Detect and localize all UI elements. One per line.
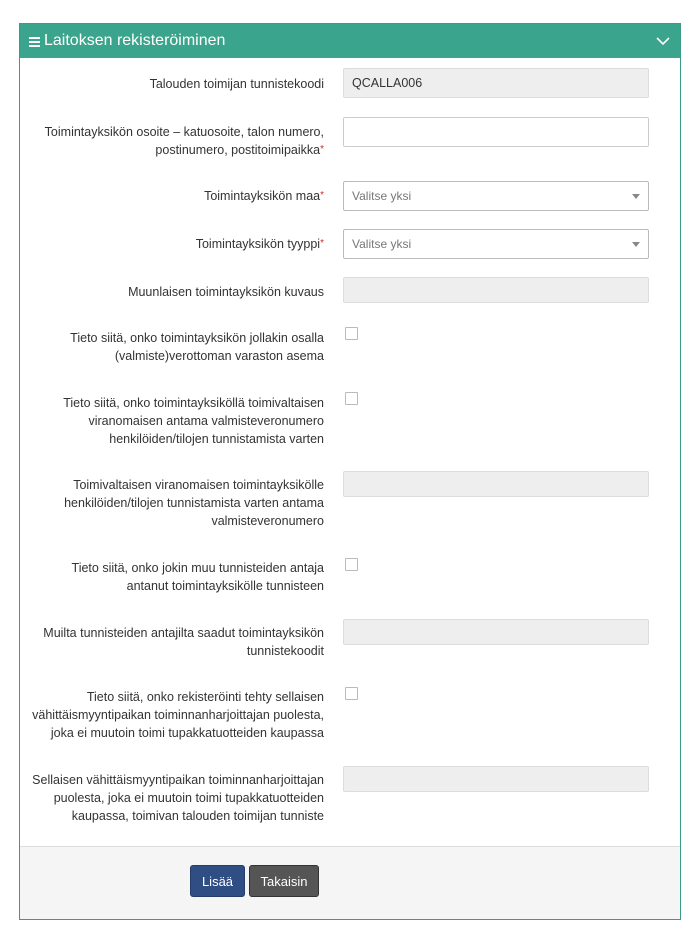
unit-type-placeholder: Valitse yksi	[352, 237, 412, 251]
economic-operator-id-label	[150, 75, 324, 93]
retail-operator-id-label-line2: puolesta, joka ei muutoin toimi tupakkatuotteiden	[53, 791, 324, 805]
has-excise-number-label	[63, 394, 324, 448]
other-issuer-label-line2: antanut toimintayksikölle tunnisteen	[126, 579, 324, 593]
tax-warehouse-checkbox[interactable]	[345, 327, 358, 340]
add-button[interactable]: Lisää	[190, 865, 245, 897]
other-issuer-checkbox[interactable]	[345, 558, 358, 571]
has-excise-number-label-line3: henkilöiden/tilojen tunnistamista varten	[109, 432, 324, 446]
other-unit-description-field	[343, 277, 649, 303]
tax-warehouse-label-line2: (valmiste)verottoman varaston asema	[114, 349, 324, 363]
unit-type-select[interactable]	[343, 229, 649, 259]
other-issuer-label-line1: Tieto siitä, onko jokin muu tunnisteiden antaja	[71, 561, 324, 575]
unit-country-label-text: Toimintayksikön maa	[204, 189, 321, 203]
excise-number-label-line2: henkilöiden/tilojen tunnistamista varten antama	[64, 496, 324, 510]
menu-icon	[29, 37, 40, 46]
chevron-down-icon[interactable]	[655, 33, 671, 49]
back-button[interactable]: Takaisin	[249, 865, 319, 897]
economic-operator-id-field	[343, 68, 649, 98]
excise-number-label-line1: Toimivaltaisen viranomaisen toimintayksikölle	[73, 478, 324, 492]
has-excise-number-label-line2: viranomaisen antama valmisteveronumero	[88, 414, 324, 428]
retail-operator-id-label	[32, 771, 324, 825]
required-marker: *	[320, 190, 324, 201]
panel-header[interactable]	[20, 24, 680, 58]
panel-footer	[20, 846, 680, 919]
dropdown-caret-icon	[632, 194, 640, 199]
panel-title: Laitoksen rekisteröiminen	[44, 32, 226, 49]
retail-operator-id-label-line3: kaupassa, toimivan talouden toimijan tunniste	[71, 809, 324, 823]
unit-country-select[interactable]	[343, 181, 649, 211]
retail-on-behalf-label	[32, 688, 324, 742]
other-issuer-codes-label-line1: Muilta tunnisteiden antajilta saadut toimintayksikön	[43, 626, 324, 640]
has-excise-number-checkbox[interactable]	[345, 392, 358, 405]
unit-address-label-line1: Toimintayksikön osoite – katuosoite, talon numero,	[44, 125, 324, 139]
other-issuer-codes-field	[343, 619, 649, 645]
economic-operator-id-value: QCALLA006	[352, 76, 423, 90]
retail-operator-id-label-line1: Sellaisen vähittäismyyntipaikan toiminnanharjoittajan	[32, 773, 324, 787]
tax-warehouse-label-line1: Tieto siitä, onko toimintayksikön jollakin osalla	[70, 331, 324, 345]
other-unit-description-label-text: Muunlaisen toimintayksikön kuvaus	[128, 285, 324, 299]
excise-number-label	[64, 476, 324, 530]
required-marker: *	[320, 238, 324, 249]
dropdown-caret-icon	[632, 242, 640, 247]
retail-on-behalf-checkbox[interactable]	[345, 687, 358, 700]
retail-operator-id-field	[343, 766, 649, 792]
tax-warehouse-label	[70, 329, 324, 365]
other-issuer-codes-label	[43, 624, 324, 660]
unit-address-label-line2: postinumero, postitoimipaikka	[155, 143, 321, 157]
retail-on-behalf-label-line1: Tieto siitä, onko rekisteröinti tehty sellaisen	[86, 690, 324, 704]
unit-address-input[interactable]	[343, 117, 649, 147]
unit-country-placeholder: Valitse yksi	[352, 189, 412, 203]
excise-number-label-line3: valmisteveronumero	[211, 514, 324, 528]
unit-type-label	[196, 235, 324, 253]
retail-on-behalf-label-line3: joka ei muutoin toimi tupakkatuotteiden kaupassa	[50, 726, 324, 740]
unit-address-label	[45, 123, 324, 159]
required-marker: *	[320, 144, 324, 155]
retail-on-behalf-label-line2: vähittäismyyntipaikan toiminnanharjoittajan puolesta,	[32, 708, 324, 722]
other-unit-description-label	[128, 283, 324, 301]
economic-operator-id-label-text: Talouden toimijan tunnistekoodi	[149, 77, 324, 91]
excise-number-field	[343, 471, 649, 497]
other-issuer-codes-label-line2: tunnistekoodit	[246, 644, 324, 658]
has-excise-number-label-line1: Tieto siitä, onko toimintayksiköllä toimivaltaisen	[63, 396, 324, 410]
unit-country-label	[204, 187, 324, 205]
registration-panel	[19, 23, 681, 920]
other-issuer-label	[72, 559, 324, 595]
unit-type-label-text: Toimintayksikön tyyppi	[195, 237, 321, 251]
